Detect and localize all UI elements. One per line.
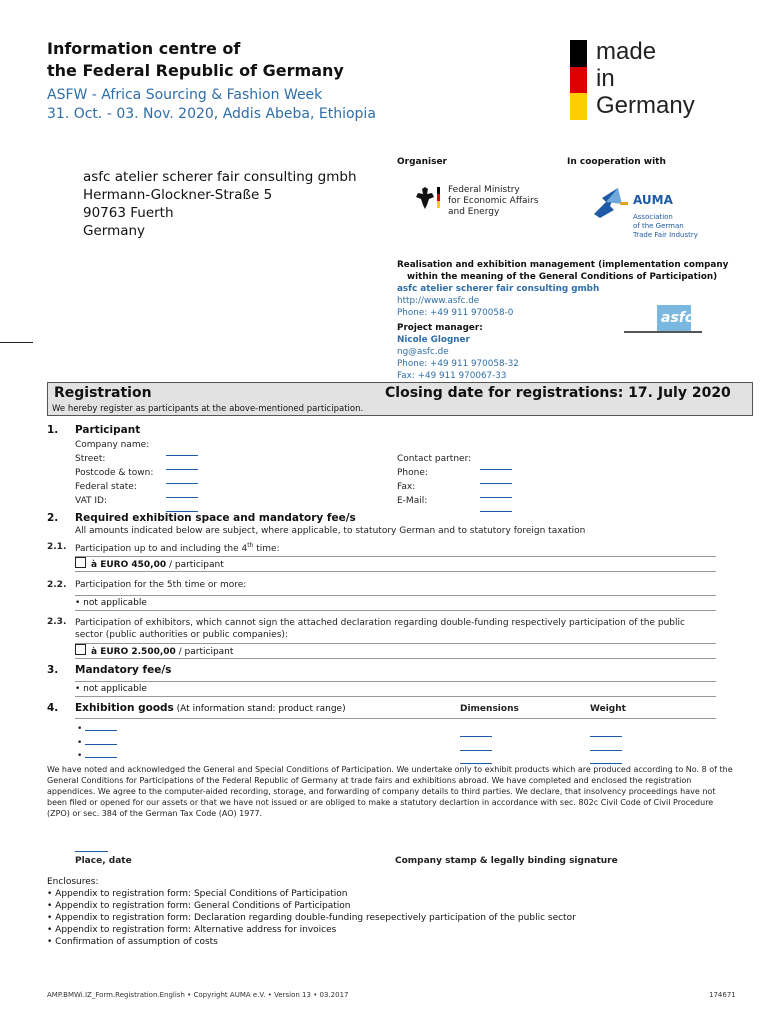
german-flag-logo	[570, 40, 587, 120]
option-2-3-checkbox[interactable]	[75, 644, 86, 655]
event-name: ASFW - Africa Sourcing & Fashion Week	[47, 87, 323, 103]
event-info	[47, 86, 427, 124]
document-title	[47, 38, 387, 82]
postcode-label: Postcode & town:	[75, 468, 154, 478]
option-2-1-unit: / participant	[166, 560, 224, 570]
option-2-3-row	[75, 643, 716, 659]
registration-note: We hereby register as participants at the above-mentioned participation.	[52, 404, 364, 414]
title-line-1: Information centre of	[47, 39, 241, 58]
fax-label: Fax:	[397, 482, 416, 492]
enclosures-heading: Enclosures:	[47, 877, 99, 887]
section-2-note: All amounts indicated below are subject, where applicable, to statutory German and to statutory foreign taxation	[75, 526, 586, 536]
email-label: E-Mail:	[397, 496, 428, 506]
organiser-heading: Organiser	[397, 157, 447, 167]
closing-date: Closing date for registrations: 17. July 2020	[385, 385, 731, 401]
project-manager-phone: Phone: +49 911 970058-32	[397, 359, 519, 369]
option-2-1-price: à EURO 450,00	[91, 560, 167, 570]
section-3-title: Mandatory fee/s	[75, 664, 172, 676]
email-field[interactable]	[480, 497, 512, 516]
section-2-title: Required exhibition space and mandatory fee/s	[75, 512, 356, 524]
project-manager-label: Project manager:	[397, 323, 483, 333]
asfc-logo: asfc	[657, 305, 691, 331]
section-2-2-number: 2.2.	[47, 580, 67, 590]
declaration-paragraph: We have noted and acknowledged the General and Special Conditions of Participation. We undertake only to exhibit products which are produced according to No. 8 of the General Conditions for Participations of the Federal Republic of Germany at trade fairs and exhibitions abroad. We have completed and enclosed the registration appendices. We agree to the computer-aided recording, storage, and forwarding of company details to third parties. We declare, that insolvency proceedings have not been filed or opened for our assets or that we have not issued or are obliged to make a statutory declartion in accordance with sec. 802c Civil Code of Civil Procedure (ZPO) or sec. 384 of the German Tax Code (AO) 1977.	[47, 765, 733, 818]
realisation-block	[397, 259, 747, 382]
realisation-phone: Phone: +49 911 970058-0	[397, 308, 514, 318]
section-2-3-number: 2.3.	[47, 617, 67, 627]
recipient-address	[83, 168, 357, 240]
option-2-3-price: à EURO 2.500,00	[91, 647, 176, 657]
section-1-title: Participant	[75, 424, 141, 436]
company-name-label: Company name:	[75, 440, 150, 450]
auma-logo-text: AUMA	[633, 193, 673, 207]
auma-logo-icon	[592, 184, 630, 220]
phone-label: Phone:	[397, 468, 428, 478]
weight-header: Weight	[590, 704, 626, 714]
street-label: Street:	[75, 454, 106, 464]
project-manager-name: Nicole Glogner	[397, 335, 470, 345]
address-line-2: Hermann-Glockner-Straße 5	[83, 187, 273, 203]
stamp-signature-label: Company stamp & legally binding signature	[395, 856, 618, 866]
option-2-1-row	[75, 556, 716, 572]
section-3-value: • not applicable	[75, 684, 147, 694]
realisation-heading-2: within the meaning of the General Conditions of Participation)	[407, 272, 718, 282]
section-4-title: Exhibition goods (At information stand: product range)	[75, 702, 346, 714]
list-item: • Appendix to registration form: General Conditions of Participation	[47, 901, 351, 911]
section-2-1-number: 2.1.	[47, 542, 67, 552]
section-2-2-text: Participation for the 5th time or more:	[75, 580, 247, 590]
list-item: • Appendix to registration form: Special Conditions of Participation	[47, 889, 348, 899]
list-item: • Appendix to registration form: Alternative address for invoices	[47, 925, 337, 935]
section-2-1-text: Participation up to and including the 4th time:	[75, 542, 280, 554]
realisation-company: asfc atelier scherer fair consulting gmbh	[397, 284, 600, 294]
goods-item-3-field[interactable]	[85, 748, 117, 758]
option-2-2-row	[75, 595, 716, 611]
list-item: • Appendix to registration form: Declaration regarding double-funding resepectively participation of the public sector	[47, 913, 576, 923]
option-2-1-checkbox[interactable]	[75, 557, 86, 568]
ministry-logo-text: Federal Ministry for Economic Affairs and Energy	[448, 185, 539, 217]
address-line-3: 90763 Fuerth	[83, 205, 174, 221]
address-line-4: Germany	[83, 223, 146, 239]
event-dates: 31. Oct. - 03. Nov. 2020, Addis Abeba, Ethiopia	[47, 106, 376, 122]
vat-id-label: VAT ID:	[75, 496, 108, 506]
option-2-2-value: • not applicable	[75, 598, 147, 608]
footer-page-code: 174671	[709, 991, 736, 999]
list-item: • Confirmation of assumption of costs	[47, 937, 218, 947]
goods-row-1: •	[77, 721, 117, 734]
realisation-heading: Realisation and exhibition management (implementation company	[397, 260, 729, 270]
section-2-3-text: Participation of exhibitors, which cannot sign the attached declaration regarding double-funding respectively participation of the public sector (public authorities or public companies):	[75, 618, 685, 640]
project-manager-fax: Fax: +49 911 970067-33	[397, 371, 507, 381]
goods-item-1-field[interactable]	[85, 721, 117, 731]
place-date-label: Place, date	[75, 856, 132, 866]
asfc-logo-tagline	[624, 331, 702, 333]
made-in-germany-logo: made in Germany	[596, 38, 695, 119]
footer-document-id: AMP.BMWi.IZ_Form.Registration.English • Copyright AUMA e.V. • Version 13 • 03.2017	[47, 991, 349, 999]
section-2-number: 2.	[47, 512, 59, 524]
goods-item-2-field[interactable]	[85, 735, 117, 745]
section-4-number: 4.	[47, 702, 59, 714]
section-3-number: 3.	[47, 664, 59, 676]
section-4-divider	[75, 718, 716, 719]
auma-subtitle: Association of the German Trade Fair Industry	[633, 213, 698, 239]
title-line-2: the Federal Republic of Germany	[47, 61, 344, 80]
federal-state-label: Federal state:	[75, 482, 137, 492]
address-line-1: asfc atelier scherer fair consulting gmbh	[83, 169, 357, 185]
cooperation-heading: In cooperation with	[567, 157, 666, 167]
registration-title: Registration	[54, 385, 152, 401]
section-1-number: 1.	[47, 424, 59, 436]
dimensions-header: Dimensions	[460, 704, 519, 714]
project-manager-email[interactable]: ng@asfc.de	[397, 347, 449, 357]
place-date-field[interactable]	[75, 851, 108, 852]
realisation-website-link[interactable]: http://www.asfc.de	[397, 296, 480, 306]
fold-mark	[0, 342, 33, 343]
section-3-row	[75, 681, 716, 697]
goods-row-3: •	[77, 748, 117, 761]
contact-partner-label: Contact partner:	[397, 454, 472, 464]
federal-eagle-icon	[410, 185, 446, 213]
enclosures-list	[47, 876, 576, 948]
goods-row-2: •	[77, 735, 117, 748]
option-2-3-unit: / participant	[175, 647, 234, 657]
